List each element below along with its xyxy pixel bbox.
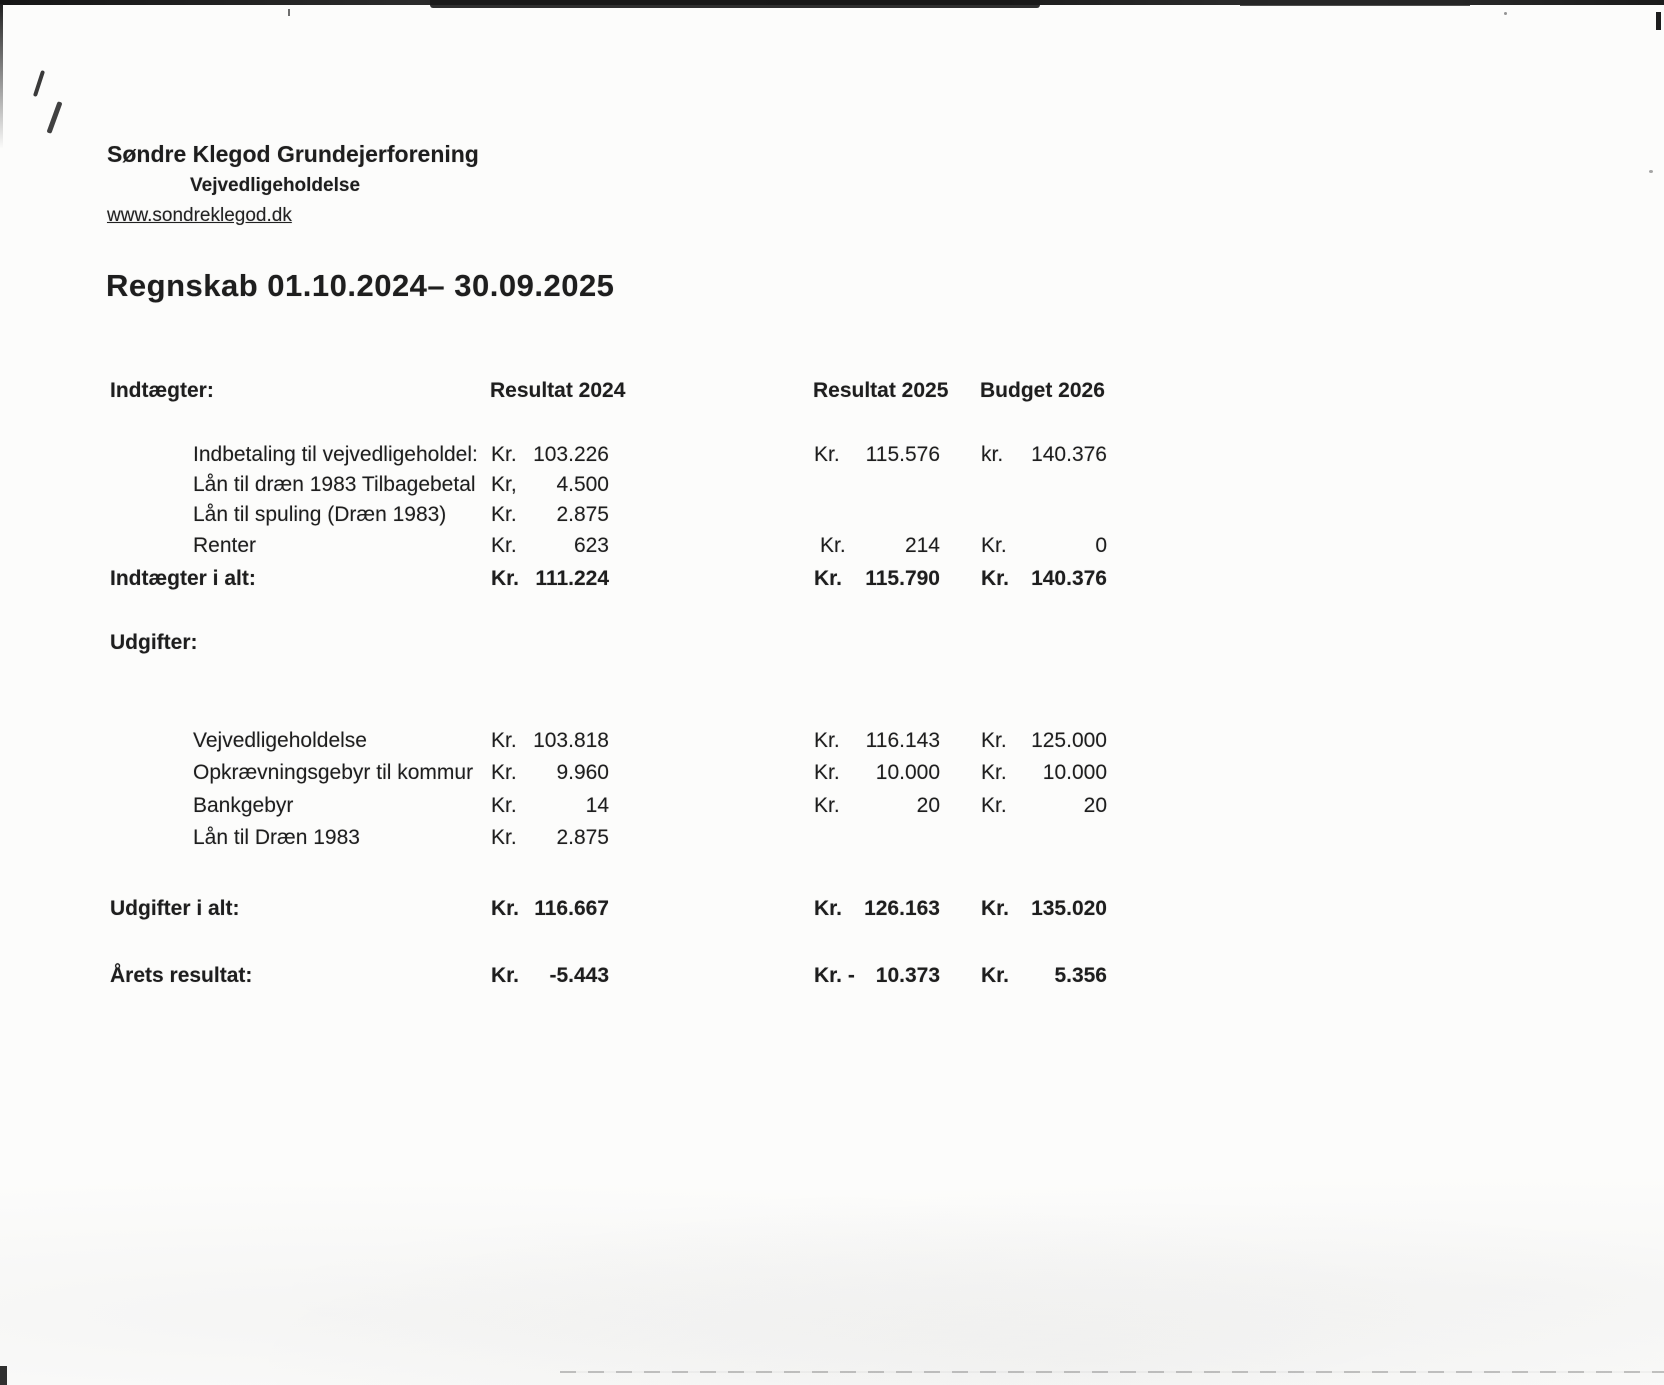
expense-row: [0, 761, 1664, 789]
currency-2024: Kr.: [491, 729, 517, 752]
currency-2025: Kr.: [814, 897, 843, 920]
row-label: Indbetaling til vejvedligeholdel:: [193, 443, 478, 466]
website-link: www.sondreklegod.dk: [107, 205, 292, 226]
income-row: [0, 443, 1664, 471]
amount-2025: 116.143: [865, 729, 940, 752]
currency-2026: Kr.: [981, 534, 1007, 557]
amount-2024: 2.875: [556, 503, 609, 526]
row-label: Indtægter i alt:: [110, 567, 256, 590]
amount-2024: -5.443: [549, 964, 609, 987]
currency-2024: Kr.: [491, 503, 517, 526]
amount-2026: 0: [1095, 534, 1107, 557]
income-total-row: [0, 567, 1664, 595]
currency-2026: kr.: [981, 443, 1004, 466]
currency-2024: Kr.: [491, 761, 517, 784]
currency-2024: Kr.: [491, 826, 517, 849]
amount-2026: 135.020: [1031, 897, 1107, 920]
amount-2026: 140.376: [1031, 567, 1107, 590]
amount-2024: 103.818: [533, 729, 609, 752]
scan-left-edge-line: [0, 4, 3, 149]
currency-2026: Kr.: [981, 964, 1010, 987]
pen-stroke-mark-1: [33, 70, 45, 97]
expense-total-row: [0, 897, 1664, 925]
currency-2025: Kr.: [820, 534, 846, 557]
currency-2025: Kr.: [814, 567, 843, 590]
amount-2025: 10.373: [875, 964, 940, 987]
column-header-2026: Budget 2026: [980, 379, 1105, 402]
expenses-section-label: Udgifter:: [110, 631, 198, 654]
amount-2025: 20: [916, 794, 940, 817]
currency-2025: Kr.: [814, 761, 840, 784]
currency-2024: Kr.: [491, 794, 517, 817]
scan-top-right-mark: [1656, 12, 1661, 30]
amount-2025: 10.000: [875, 761, 940, 784]
expense-row: [0, 794, 1664, 822]
amount-2025: 115.790: [865, 567, 940, 590]
income-row: [0, 503, 1664, 531]
currency-2024: Kr.: [491, 534, 517, 557]
amount-2024: 103.226: [533, 443, 609, 466]
amount-2024: 623: [573, 534, 609, 557]
result-row: [0, 964, 1664, 992]
scan-bottom-left-mark: [0, 1366, 7, 1385]
scan-top-edge-band-2: [1240, 0, 1470, 6]
amount-2026: 140.376: [1031, 443, 1107, 466]
income-row: [0, 473, 1664, 501]
amount-2024: 2.875: [556, 826, 609, 849]
currency-2026: Kr.: [981, 761, 1007, 784]
income-section-label: Indtægter:: [110, 379, 214, 402]
column-header-2024: Resultat 2024: [490, 379, 626, 402]
scan-top-edge-line: [0, 0, 1664, 5]
row-label: Vejvedligeholdelse: [193, 729, 367, 752]
expense-row: [0, 826, 1664, 854]
currency-2025: Kr.: [814, 443, 840, 466]
amount-2025: 214: [904, 534, 940, 557]
amount-2025: 115.576: [865, 443, 940, 466]
currency-2024: Kr.: [491, 567, 520, 590]
currency-2024: Kr,: [491, 473, 517, 496]
amount-2026: 125.000: [1031, 729, 1107, 752]
scan-speck: [1649, 170, 1653, 173]
currency-2025: Kr.: [814, 729, 840, 752]
document-title: Regnskab 01.10.2024– 30.09.2025: [106, 268, 615, 303]
amount-2024: 9.960: [556, 761, 609, 784]
currency-2024: Kr.: [491, 897, 520, 920]
currency-2026: Kr.: [981, 567, 1010, 590]
scan-bottom-edge-line: [560, 1371, 1664, 1373]
currency-2025: Kr.: [814, 794, 840, 817]
scan-left-edge-arc-mark: [0, 120, 15, 178]
row-label: Lån til Dræn 1983: [193, 826, 360, 849]
currency-2025: Kr. -: [814, 964, 855, 987]
row-label: Renter: [193, 534, 257, 557]
table-header-row: [0, 379, 1664, 407]
scan-speck: [1504, 12, 1507, 15]
expense-row: [0, 729, 1664, 757]
currency-2026: Kr.: [981, 794, 1007, 817]
amount-2024: 4.500: [556, 473, 609, 496]
org-subtitle: Vejvedligeholdelse: [190, 175, 361, 196]
row-label: Udgifter i alt:: [110, 897, 240, 920]
scan-speck: [288, 9, 290, 16]
expenses-section-row: [0, 631, 1664, 659]
amount-2024: 14: [585, 794, 609, 817]
amount-2026: 10.000: [1042, 761, 1107, 784]
currency-2026: Kr.: [981, 897, 1010, 920]
currency-2024: Kr.: [491, 964, 520, 987]
pen-stroke-mark-2: [47, 101, 63, 134]
row-label: Opkrævningsgebyr til kommur: [193, 761, 474, 784]
amount-2024: 116.667: [534, 897, 609, 920]
currency-2026: Kr.: [981, 729, 1007, 752]
amount-2026: 20: [1083, 794, 1107, 817]
amount-2024: 111.224: [535, 567, 609, 590]
column-header-2025: Resultat 2025: [813, 379, 949, 402]
scan-top-edge-band: [430, 0, 1040, 8]
row-label: Lån til spuling (Dræn 1983): [193, 503, 447, 526]
org-name: Søndre Klegod Grundejerforening: [107, 141, 479, 167]
income-row: [0, 534, 1664, 562]
amount-2025: 126.163: [864, 897, 940, 920]
row-label: Lån til dræn 1983 Tilbagebetal: [193, 473, 476, 496]
amount-2026: 5.356: [1054, 964, 1107, 987]
currency-2024: Kr.: [491, 443, 517, 466]
row-label: Årets resultat:: [110, 964, 253, 987]
row-label: Bankgebyr: [193, 794, 294, 817]
